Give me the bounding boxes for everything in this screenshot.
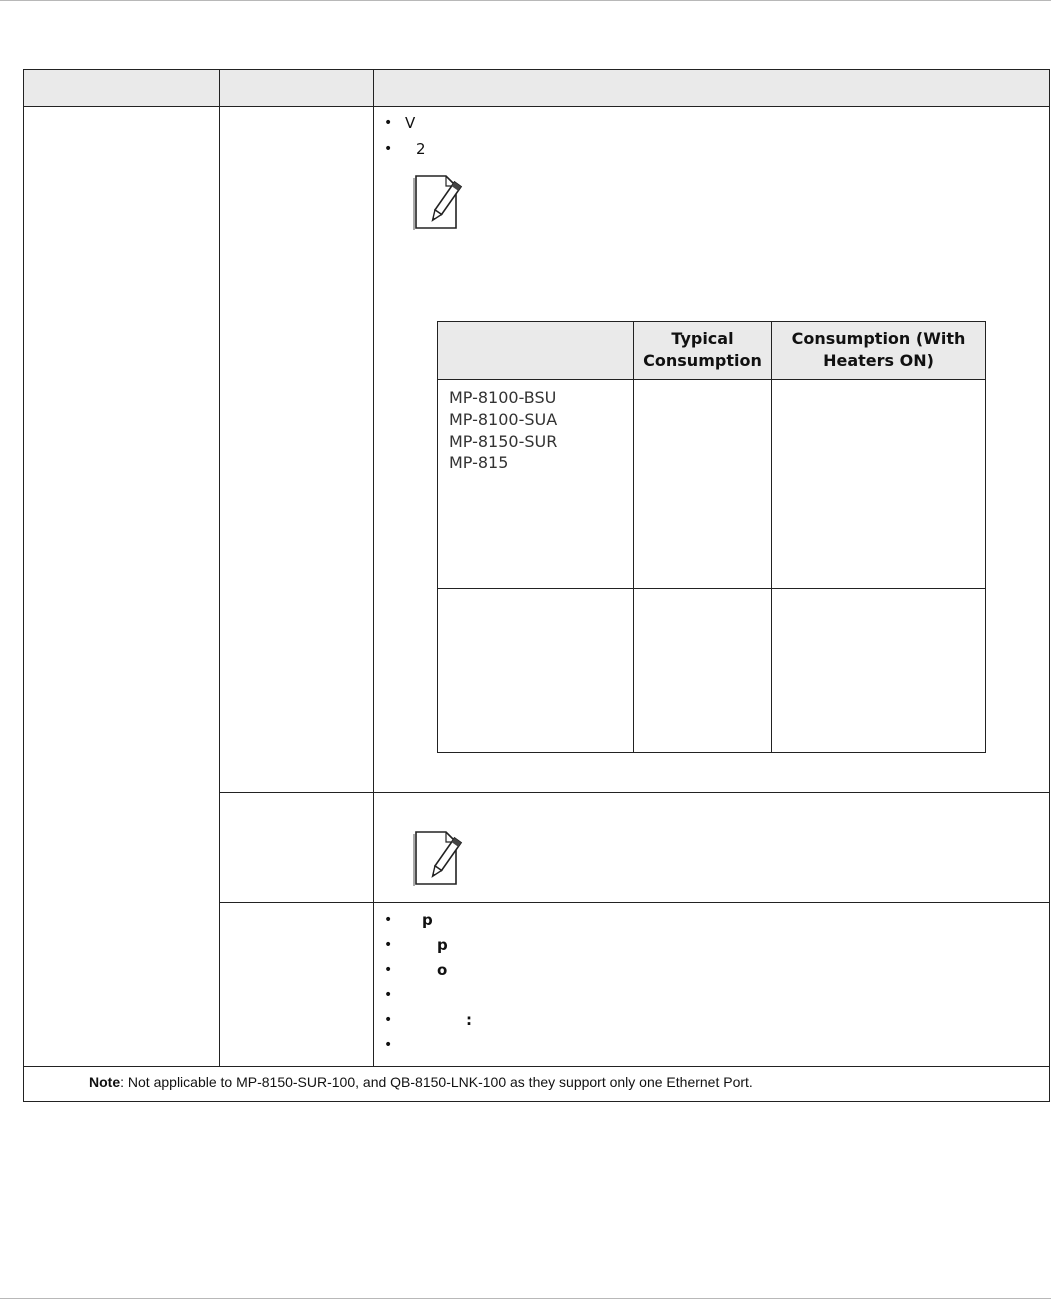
note-pencil-icon (412, 830, 464, 886)
model-name: MP-8100-BSU (449, 388, 557, 407)
spec-table-header-row (23, 69, 1049, 106)
bullet-text: 2 (416, 140, 426, 158)
bullet-marker: • (384, 1012, 393, 1028)
footnote-label: Note (89, 1074, 121, 1090)
model-name: MP-815 (449, 453, 509, 472)
bullet-marker: • (384, 962, 393, 978)
page-bottom-rule (0, 1298, 1051, 1299)
model-name: MP-8100-SUA (449, 410, 558, 429)
power-table-header-typical: Typical Consumption (643, 329, 762, 370)
bullet-text: p (437, 936, 448, 954)
bullet-text: V (405, 114, 416, 132)
footnote-text: : Not applicable to MP-8150-SUR-100, and QB-8150-LNK-100 as they support only one Ethernet Port. (120, 1074, 753, 1090)
bullet-marker: • (384, 141, 393, 157)
model-name: MP-8150-SUR (449, 432, 558, 451)
bullet-marker: • (384, 937, 393, 953)
power-table-header-heaters: Consumption (With Heaters ON) (791, 329, 966, 370)
bullet-text: o (437, 961, 448, 979)
bullet-marker: • (384, 987, 393, 1003)
bullet-marker: • (384, 912, 393, 928)
note-pencil-icon (412, 174, 464, 230)
page-top-rule (0, 0, 1051, 1)
bullet-text: : (466, 1011, 472, 1029)
bullet-marker: • (384, 1037, 393, 1053)
table-footnote (89, 1074, 753, 1090)
bullet-marker: • (384, 115, 393, 131)
bullet-text: p (422, 911, 433, 929)
